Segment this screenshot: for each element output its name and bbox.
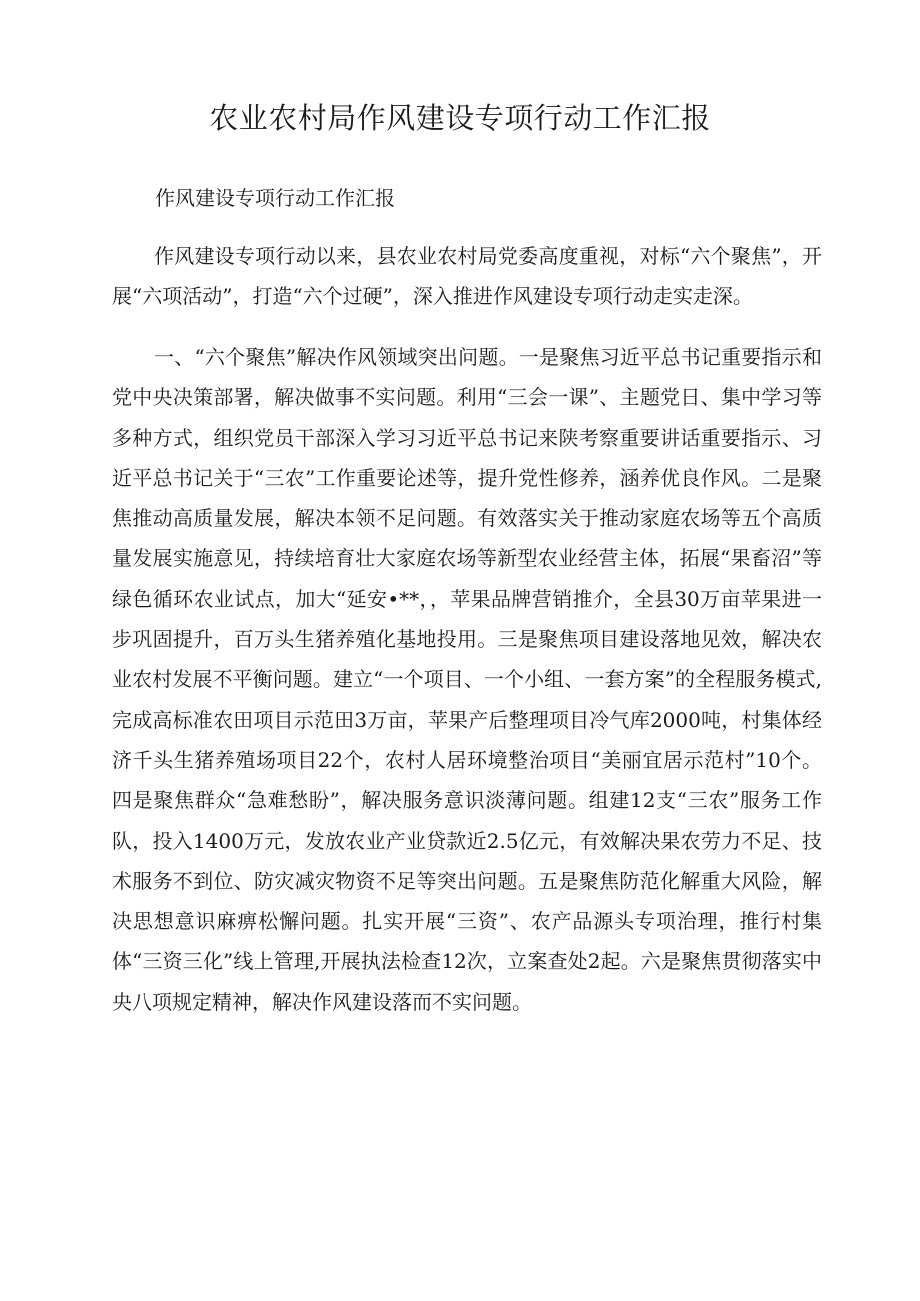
document-subtitle: 作风建设专项行动工作汇报 — [155, 186, 395, 210]
intro-paragraph: 作风建设专项行动以来，县农业农村局党委高度重视，对标“六个聚焦”，开展“六项活动”，打造“六个过硬”，深入推进作风建设专项行动走实走深。 — [112, 244, 822, 309]
document-title: 农业农村局作风建设专项行动工作汇报 — [209, 101, 711, 135]
section-one-paragraph: 一、“六个聚焦”解决作风领域突出问题。一是聚焦习近平总书记重要指示和党中央决策部署，解决做事不实问题。利用“三会一课”、主题党日、集中学习等多种方式，组织党员干部深入学习习近平总书记来陕考察重要讲话重要指示、习近平总书记关于“三农”工作重要论述等，提升党性修养，涵养优良作风。二是聚焦推动高质量发展，解决本领不足问题。有效落实关于推动家庭农场等五个高质量发展实施意见，持续培育壮大家庭农场等新型农业经营主体，拓展“果畜沼”等绿色循环农业试点，加大“延安•**，，苹果品牌营销推介，全县30万亩苹果进一步巩固提升，百万头生猪养殖化基地投用。三是聚焦项目建设落地见效，解决农业农村发展不平衡问题。建立“一个项目、一个小组、一套方案”的全程服务模式,完成高标准农田项目示范田3万亩，苹果产后整理项目冷气库2000吨，村集体经济千头生猪养殖场项目22个，农村人居环境整治项目“美丽宜居示范村”10个。四是聚焦群众“急难愁盼”，解决服务意识淡薄问题。组建12支“三农”服务工作队，投入1400万元，发放农业产业贷款近2.5亿元，有效解决果农劳力不足、技术服务不到位、防灾减灾物资不足等突出问题。五是聚焦防范化解重大风险，解决思想意识麻痹松懈问题。扎实开展“三资”、农产品源头专项治理，推行村集体“三资三化”线上管理,开展执法检查12次，立案查处2起。六是聚焦贯彻落实中央八项规定精神，解决作风建设落而不实问题。 — [112, 345, 822, 1014]
